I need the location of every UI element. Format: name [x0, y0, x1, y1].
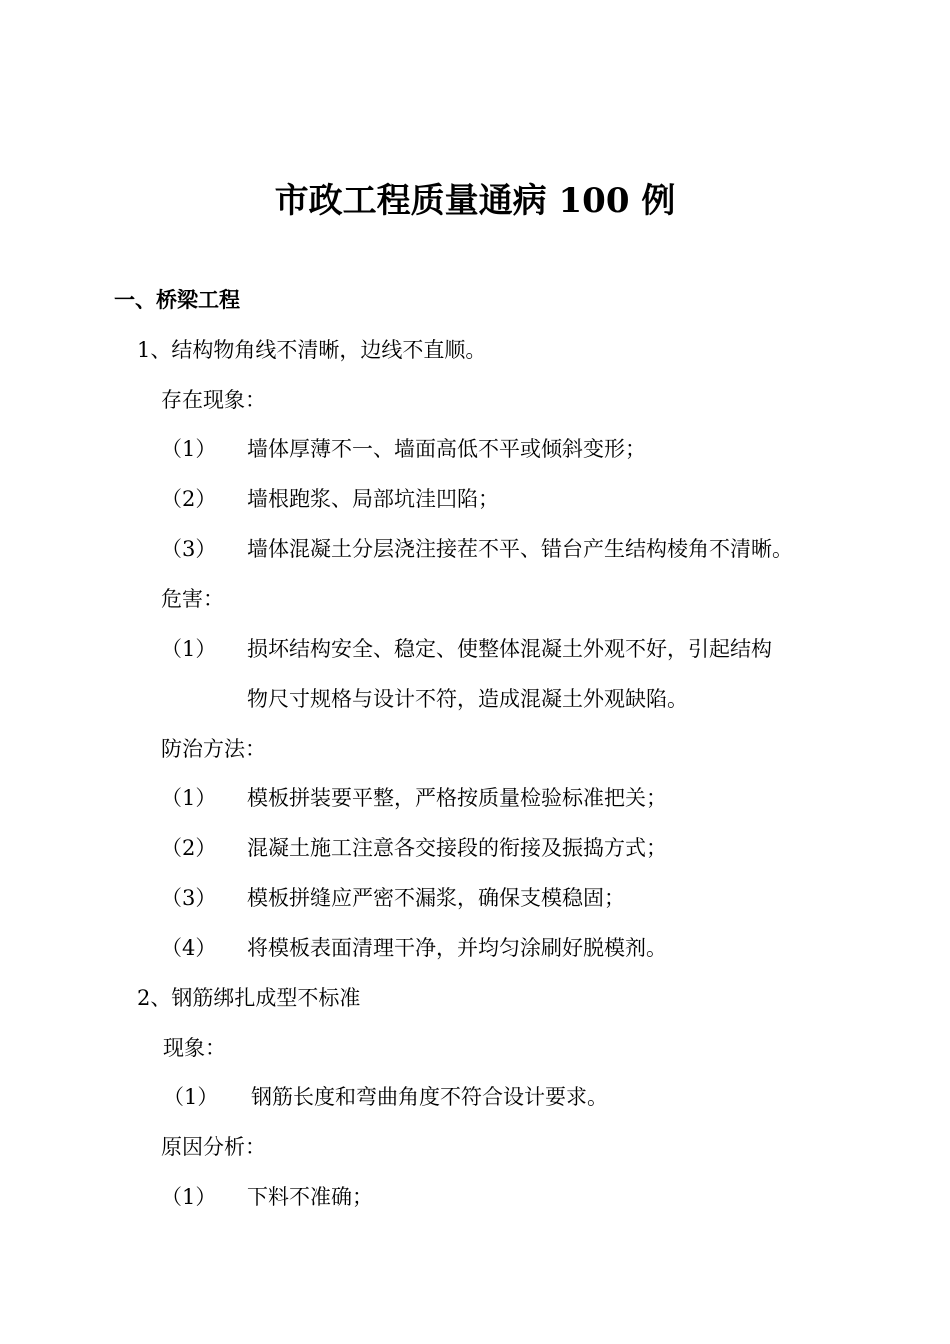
item1-harm-line2: 物尺寸规格与设计不符，造成混凝土外观缺陷。 [247, 687, 688, 711]
item1-prevention-4-num: （4） [161, 936, 217, 960]
section-heading: 一、桥梁工程 [114, 287, 240, 312]
item1-prevention-label: 防治方法： [161, 737, 266, 761]
item2-phenomenon-label: 现象： [163, 1036, 226, 1060]
item1-prevention-2-text: 混凝土施工注意各交接段的衔接及振捣方式； [247, 836, 667, 860]
item1-prevention-1-num: （1） [161, 786, 217, 810]
item1-harm-num: （1） [161, 637, 217, 661]
item1-phenomenon-3-text: 墙体混凝土分层浇注接茬不平、错台产生结构棱角不清晰。 [247, 537, 793, 561]
item1-phenomenon-1-num: （1） [161, 437, 217, 461]
item1-prevention-1-text: 模板拼装要平整，严格按质量检验标准把关； [247, 786, 667, 810]
item1-prevention-4-text: 将模板表面清理干净，并均匀涂刷好脱模剂。 [247, 936, 667, 960]
item1-phenomenon-1-text: 墙体厚薄不一、墙面高低不平或倾斜变形； [247, 437, 646, 461]
item1-phenomenon-3-num: （3） [161, 537, 217, 561]
item1-phenomenon-2-text: 墙根跑浆、局部坑洼凹陷； [247, 487, 499, 511]
item2-cause-1-text: 下料不准确； [247, 1185, 373, 1209]
item1-heading: 1、结构物角线不清晰，边线不直顺。 [137, 338, 487, 362]
item2-heading: 2、钢筋绑扎成型不标准 [137, 986, 361, 1010]
item1-prevention-3-text: 模板拼缝应严密不漏浆，确保支模稳固； [247, 886, 625, 910]
item1-harm-line1: 损坏结构安全、稳定、使整体混凝土外观不好，引起结构 [247, 637, 772, 661]
item1-prevention-3-num: （3） [161, 886, 217, 910]
item1-phenomenon-label: 存在现象： [161, 388, 266, 412]
item2-phenomenon-1-num: （1） [163, 1085, 219, 1109]
item2-cause-label: 原因分析： [161, 1135, 266, 1159]
item1-harm-label: 危害： [161, 587, 224, 611]
item1-phenomenon-2-num: （2） [161, 487, 217, 511]
document-title: 市政工程质量通病 100 例 [274, 181, 676, 221]
item1-prevention-2-num: （2） [161, 836, 217, 860]
item2-cause-1-num: （1） [161, 1185, 217, 1209]
item2-phenomenon-1-text: 钢筋长度和弯曲角度不符合设计要求。 [251, 1085, 608, 1109]
